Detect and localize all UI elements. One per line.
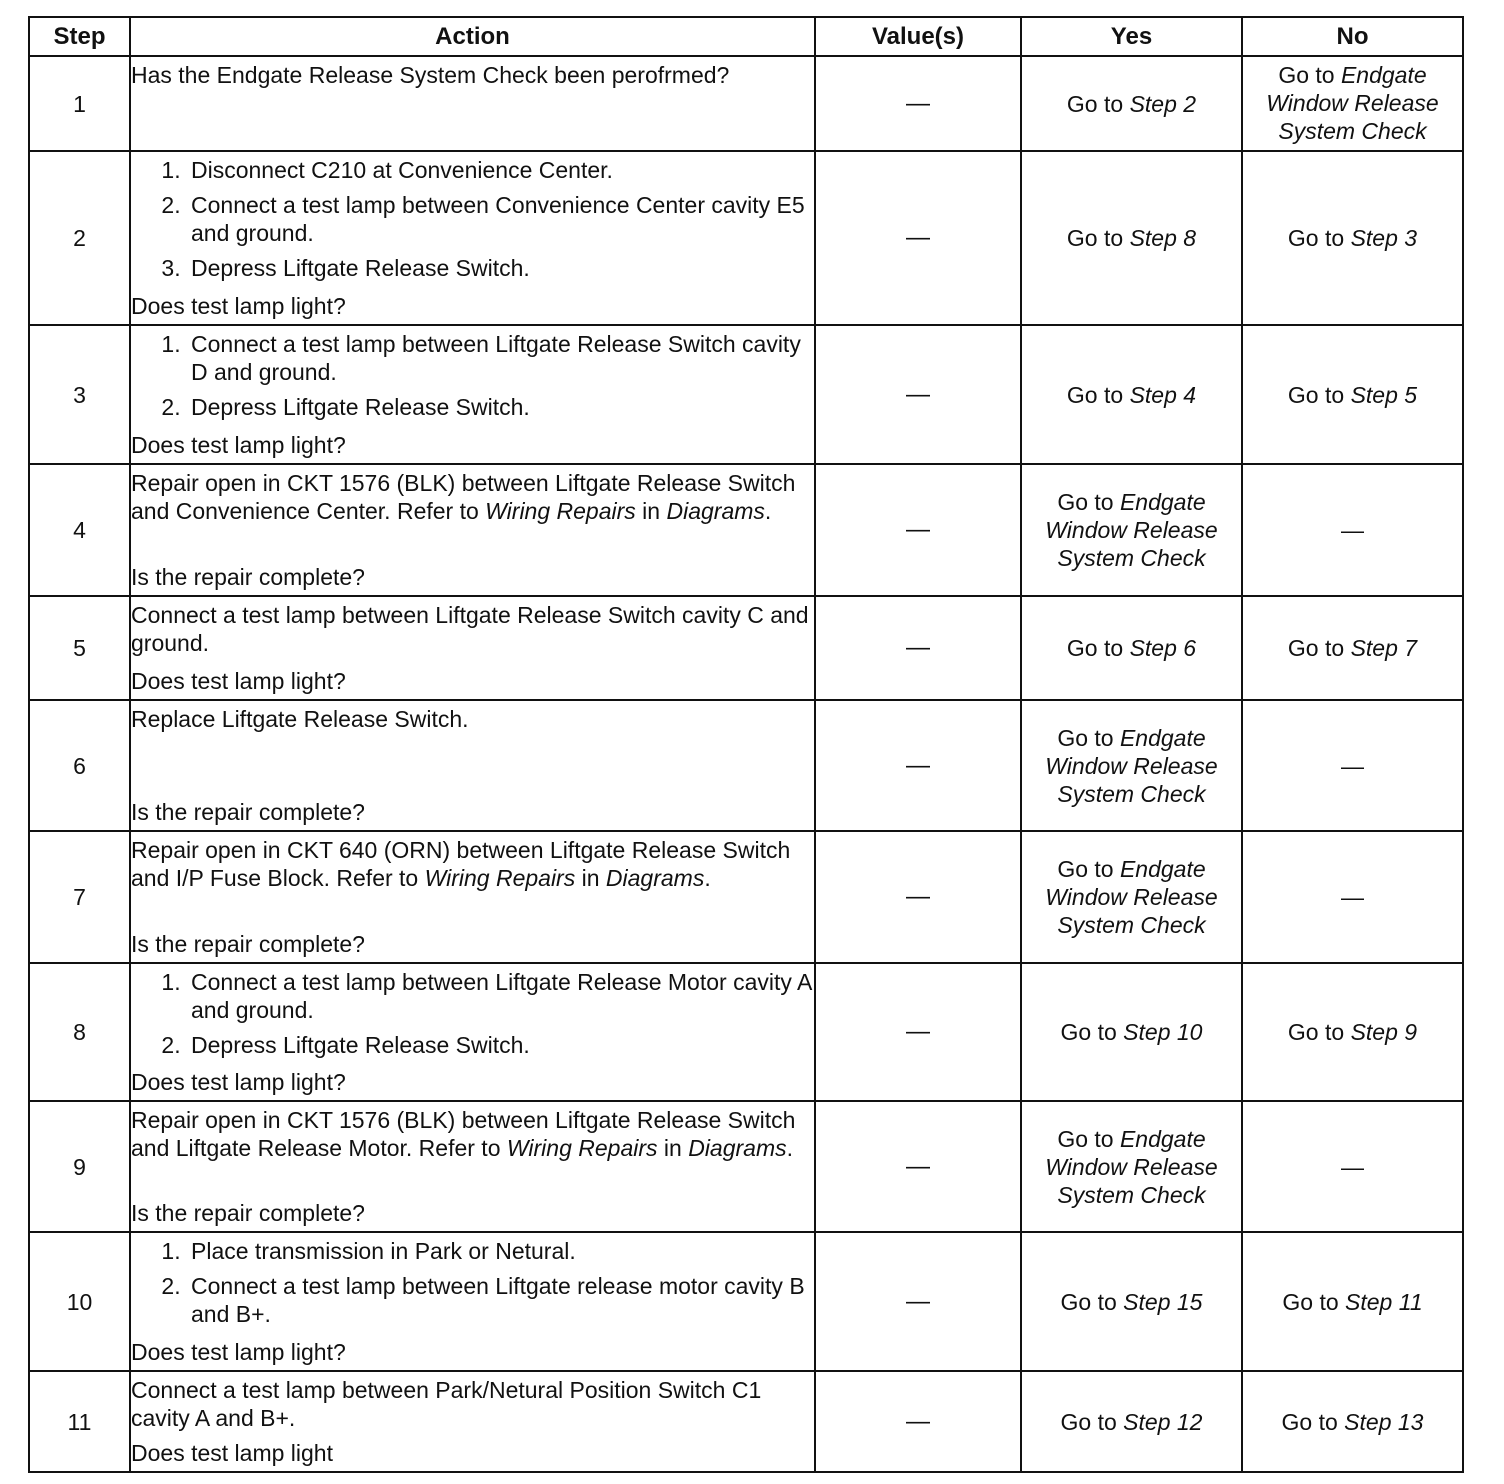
action-question: Is the repair complete? [131, 1200, 365, 1226]
table-row [29, 464, 1463, 596]
reference-link: Wiring Repairs [506, 1135, 658, 1161]
yes-target-link: Step 4 [1129, 381, 1197, 408]
no-prefix: Go to [1287, 635, 1351, 661]
action-substep: 1. Connect a test lamp between Liftgate Release Motor cavity A and ground. [187, 968, 814, 1024]
action-text-part: in [635, 498, 667, 524]
header-action: Action [130, 17, 815, 56]
yes-cell [1021, 1101, 1242, 1232]
yes-target-link: Endgate Window Release System Check [1045, 1125, 1218, 1208]
action-substep: 1. Connect a test lamp between Liftgate Release Switch cavity D and ground. [187, 330, 814, 386]
action-text: Replace Liftgate Release Switch. [131, 706, 469, 732]
yes-target-link: Step 10 [1123, 1019, 1203, 1045]
table-row [29, 700, 1463, 831]
yes-prefix: Go to [1057, 724, 1120, 751]
yes-target-link: Endgate Window Release System Check [1045, 856, 1218, 938]
step-number: 10 [29, 1232, 130, 1371]
action-content [131, 156, 814, 320]
header-row [29, 17, 1463, 56]
yes-prefix: Go to [1057, 1125, 1120, 1152]
action-substep: 2. Depress Liftgate Release Switch. [187, 1031, 814, 1059]
action-question: Does test lamp light? [131, 668, 346, 694]
no-cell [1242, 56, 1463, 151]
yes-prefix: Go to [1060, 1019, 1124, 1045]
action-question: Does test lamp light? [131, 1339, 346, 1365]
step-number: 9 [29, 1101, 130, 1232]
action-cell [130, 151, 815, 325]
action-text: Has the Endgate Release System Check been perofrmed? [131, 62, 730, 88]
step-number: 1 [29, 56, 130, 151]
no-prefix: Go to [1287, 381, 1351, 408]
no-target-link: Step 3 [1350, 225, 1418, 251]
action-body [131, 968, 814, 1063]
action-question: Is the repair complete? [131, 564, 365, 590]
action-text: Connect a test lamp between Park/Netural Position Switch C1 cavity A and B+. [131, 1377, 762, 1431]
action-content [131, 601, 814, 695]
action-content [131, 330, 814, 459]
action-content [131, 836, 814, 958]
no-cell [1242, 325, 1463, 464]
values-cell: — [815, 464, 1021, 596]
reference-link: Diagrams [605, 865, 705, 891]
values-cell: — [815, 1101, 1021, 1232]
action-cell [130, 831, 815, 963]
action-question: Is the repair complete? [131, 799, 365, 825]
step-number: 11 [29, 1371, 130, 1472]
action-steps-list [131, 156, 814, 282]
table-row [29, 1232, 1463, 1371]
action-text [131, 469, 814, 525]
no-target-link: Step 13 [1344, 1408, 1424, 1435]
yes-cell [1021, 1232, 1242, 1371]
yes-prefix: Go to [1057, 856, 1120, 882]
action-content [131, 705, 814, 826]
table-row [29, 963, 1463, 1101]
no-target-link: Step 9 [1350, 1019, 1418, 1045]
action-body [131, 61, 814, 96]
table-row [29, 596, 1463, 700]
table-row [29, 1101, 1463, 1232]
action-body [131, 330, 814, 425]
action-steps-list [131, 330, 814, 421]
action-substep: 2. Connect a test lamp between Liftgate release motor cavity B and B+. [187, 1272, 814, 1328]
no-prefix: Go to [1287, 1019, 1351, 1045]
yes-cell [1021, 700, 1242, 831]
values-cell: — [815, 831, 1021, 963]
action-content [131, 469, 814, 591]
no-cell: — [1242, 700, 1463, 831]
yes-prefix: Go to [1060, 1288, 1124, 1315]
step-number: 3 [29, 325, 130, 464]
action-substep: 2. Depress Liftgate Release Switch. [187, 393, 814, 421]
no-cell: — [1242, 464, 1463, 596]
header-values: Value(s) [815, 17, 1021, 56]
action-cell [130, 700, 815, 831]
table-row [29, 1371, 1463, 1472]
action-cell [130, 963, 815, 1101]
no-prefix: Go to [1278, 62, 1341, 88]
diagnostic-table [28, 16, 1464, 1473]
values-cell: — [815, 56, 1021, 151]
action-substep: 1. Place transmission in Park or Netural. [187, 1237, 814, 1265]
yes-cell [1021, 464, 1242, 596]
action-text-part: Repair open in CKT 640 (ORN) between Liftgate Release Switch and I/P Fuse Block. Refer to [131, 837, 791, 891]
yes-target-link: Step 12 [1123, 1408, 1203, 1435]
action-question: Does test lamp light? [131, 293, 346, 319]
values-cell: — [815, 963, 1021, 1101]
yes-cell [1021, 963, 1242, 1101]
yes-target-link: Endgate Window Release System Check [1045, 489, 1218, 571]
action-body [131, 1106, 814, 1169]
yes-cell [1021, 1371, 1242, 1472]
action-body [131, 601, 814, 664]
yes-cell [1021, 325, 1242, 464]
no-cell [1242, 596, 1463, 700]
action-body [131, 705, 814, 740]
table-row [29, 831, 1463, 963]
action-question: Does test lamp light [131, 1440, 333, 1466]
yes-target-link: Step 2 [1129, 90, 1197, 117]
yes-target-link: Step 8 [1129, 225, 1197, 251]
yes-prefix: Go to [1066, 635, 1130, 661]
action-question: Does test lamp light? [131, 1069, 346, 1095]
no-cell: — [1242, 831, 1463, 963]
action-steps-list [131, 968, 814, 1059]
action-cell [130, 464, 815, 596]
step-number: 2 [29, 151, 130, 325]
action-content [131, 1106, 814, 1227]
table-row [29, 151, 1463, 325]
action-cell [130, 596, 815, 700]
reference-link: Wiring Repairs [485, 498, 636, 524]
table-body [29, 56, 1463, 1472]
yes-target-link: Step 15 [1123, 1288, 1203, 1315]
no-prefix: Go to [1282, 1288, 1346, 1315]
step-number: 8 [29, 963, 130, 1101]
action-cell [130, 56, 815, 151]
values-cell: — [815, 151, 1021, 325]
step-number: 7 [29, 831, 130, 963]
action-text-part: in [575, 865, 606, 891]
action-steps-list [131, 1237, 814, 1328]
reference-link: Diagrams [666, 498, 765, 524]
no-cell [1242, 963, 1463, 1101]
yes-cell [1021, 151, 1242, 325]
no-cell [1242, 151, 1463, 325]
step-number: 6 [29, 700, 130, 831]
action-question: Is the repair complete? [131, 931, 365, 957]
action-body [131, 836, 814, 899]
header-no: No [1242, 17, 1463, 56]
action-text [131, 1106, 814, 1162]
action-content [131, 1376, 814, 1467]
no-prefix: Go to [1281, 1408, 1345, 1435]
action-text-part: Repair open in CKT 1576 (BLK) between Liftgate Release Switch and Convenience Center. Refer to [131, 470, 796, 524]
action-text-part: . [786, 1135, 794, 1161]
values-cell: — [815, 596, 1021, 700]
no-cell [1242, 1371, 1463, 1472]
action-substep: 3. Depress Liftgate Release Switch. [187, 254, 814, 282]
table-row [29, 56, 1463, 151]
no-cell [1242, 1232, 1463, 1371]
action-cell [130, 1232, 815, 1371]
no-prefix: Go to [1287, 225, 1351, 251]
reference-link: Diagrams [688, 1135, 787, 1161]
yes-cell [1021, 56, 1242, 151]
step-number: 4 [29, 464, 130, 596]
table-row [29, 325, 1463, 464]
action-body [131, 469, 814, 532]
action-content [131, 1237, 814, 1366]
no-cell: — [1242, 1101, 1463, 1232]
values-cell: — [815, 1371, 1021, 1472]
yes-cell [1021, 596, 1242, 700]
header-step: Step [29, 17, 130, 56]
action-text: Connect a test lamp between Liftgate Release Switch cavity C and ground. [131, 602, 809, 656]
values-cell: — [815, 1232, 1021, 1371]
values-cell: — [815, 700, 1021, 831]
no-target-link: Step 11 [1345, 1288, 1423, 1315]
yes-prefix: Go to [1066, 225, 1130, 251]
action-substep: 2. Connect a test lamp between Convenience Center cavity E5 and ground. [187, 191, 814, 247]
yes-prefix: Go to [1066, 381, 1130, 408]
action-text-part: . [704, 865, 711, 891]
action-text [131, 836, 814, 892]
action-body [131, 156, 814, 286]
yes-prefix: Go to [1066, 90, 1130, 117]
yes-target-link: Step 6 [1129, 635, 1197, 661]
yes-target-link: Endgate Window Release System Check [1045, 724, 1218, 807]
action-question: Does test lamp light? [131, 432, 346, 458]
action-cell [130, 1101, 815, 1232]
yes-cell [1021, 831, 1242, 963]
action-cell [130, 325, 815, 464]
action-content [131, 61, 814, 146]
action-text-part: Repair open in CKT 1576 (BLK) between Liftgate Release Switch and Liftgate Release Motor. Refer to [131, 1107, 796, 1161]
values-cell: — [815, 325, 1021, 464]
reference-link: Wiring Repairs [424, 865, 576, 891]
step-number: 5 [29, 596, 130, 700]
action-substep: 1. Disconnect C210 at Convenience Center. [187, 156, 814, 184]
action-body [131, 1376, 814, 1439]
action-text-part: . [764, 498, 772, 524]
yes-prefix: Go to [1057, 489, 1120, 515]
action-text-part: in [657, 1135, 689, 1161]
no-target-link: Step 7 [1350, 635, 1418, 661]
action-cell [130, 1371, 815, 1472]
no-target-link: Step 5 [1350, 381, 1418, 408]
yes-prefix: Go to [1060, 1408, 1124, 1435]
no-target-link: Endgate Window Release System Check [1266, 62, 1439, 144]
header-yes: Yes [1021, 17, 1242, 56]
action-content [131, 968, 814, 1096]
action-body [131, 1237, 814, 1332]
